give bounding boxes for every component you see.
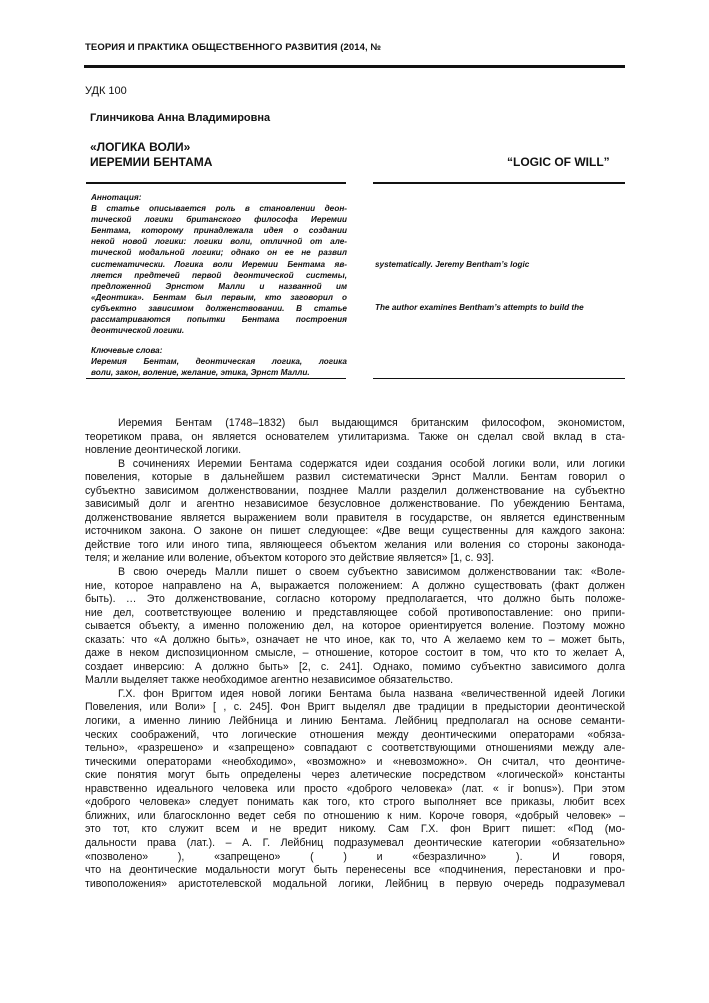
abstract-line: тической модальной логики; однако он ее не развил	[91, 248, 347, 258]
body-line: теля; и желание или воление, объектом которого это действие является» [1, с. 93].	[85, 552, 495, 565]
title-russian-line-2: ИЕРЕМИИ БЕНТАМА	[90, 155, 213, 169]
title-russian-line-1: «ЛОГИКА ВОЛИ»	[90, 140, 191, 154]
body-line: ние дел, соответствующее волению и представляющее собой противопоставление: оно припи-	[85, 606, 625, 619]
header-rule	[84, 65, 625, 68]
abstract-line: Бентама, которому принадлежала идея о создании	[91, 226, 347, 236]
body-line: что на деонтические модальности могут быть перенесены все «подчинения, перестановки и про-	[85, 864, 625, 877]
body-line: В свою очередь Малли пишет о своем субъектно зависимом долженствовании так: «Воле-	[118, 566, 625, 579]
abstract-english-line-2: The author examines Bentham’s attempts to build the	[375, 303, 584, 312]
abstract-rule-top-right	[373, 182, 625, 184]
abstract-line: В статье описывается роль в становлении деон-	[91, 204, 347, 214]
body-line: создает инверсию: А должно быть» [2, с. 241]. Однако, помимо субъектно зависимого долга	[85, 660, 625, 673]
body-line: нравственно идеального человека или просто «доброго человека» (лат. « ir bonus»). При этом	[85, 782, 625, 795]
body-line: долженствование является выражением воли правителя в государстве, он является единственным	[85, 511, 625, 524]
title-russian	[90, 140, 212, 170]
body-line: сывается объекту, а именно положению дел, на которое ориентируется воление. Поэтому можно	[85, 620, 625, 633]
abstract-line: деонтической логики.	[91, 326, 185, 336]
body-line: повеления, которые в дальнейшем развил систематически Эрнст Малли. Бентам говорил о	[85, 471, 625, 484]
body-line: это тот, кто служит всем и не вредит никому. Сам Г.Х. фон Вригт пишет: «Под (мо-	[85, 823, 625, 836]
body-line: Повеления, или Воли» [ , с. 245]. Фон Вригт выделял две традиции в предыстории деонтической	[85, 701, 625, 714]
abstract-line: ляется предтечей первой деонтической системы,	[91, 270, 347, 280]
body-line: даже в неком диспозиционном смысле, – отношение, которое состоит в том, что кто то желает А,	[85, 647, 625, 660]
body-line: ближних, или благосклонно ведет себя по отношению к ним. Короче говоря, «добрый человек» –	[85, 809, 625, 822]
body-line: «позволено» ), «запрещено» ( ) и «безразлично» ). И говоря,	[85, 850, 625, 863]
abstract-rule-top-left	[86, 182, 346, 184]
abstract-line: некой новой логики: логики воли, отличной от але-	[91, 237, 347, 247]
udk-code: УДК 100	[85, 85, 127, 97]
body-line: ские понятия могут быть определены через алетические посредством «логической» константы	[85, 769, 625, 782]
abstract-line: рассматриваются попытки Бентама построения	[91, 315, 347, 325]
body-line: тельно», «разрешено» и «запрещено» совпадают с соответствующими отношениями между але-	[85, 742, 625, 755]
body-line: дальности права (лат.). – А. Г. Лейбниц подразумевал деонтические категории «обязательно»	[85, 836, 625, 849]
body-line: тивоположения» аристотелевской модальной логики, Лейбниц в первую очередь подразумевал	[85, 877, 625, 890]
body-line: источником закона. О законе он пишет следующее: «Две вещи существенны для каждого закона:	[85, 525, 625, 538]
body-line: действие того или иного типа, являющееся объектом желания или воления со стороны законода-	[85, 538, 625, 551]
abstract-line: «Деонтика». Бентам был первым, кто заговорил о	[91, 292, 347, 302]
abstract-line: субъектно зависимом долженствовании. В статье	[91, 303, 347, 313]
abstract-label: Аннотация:	[91, 193, 142, 202]
abstract-rule-bottom-right	[373, 378, 625, 379]
body-line: зависимый долг и агентно независимое безусловное долженствование. По убеждению Бентама,	[85, 498, 625, 511]
body-line: ние, которое направлено на А, выражается положением: А должно существовать (факт должен	[85, 579, 625, 592]
body-line: Малли выделяет также необходимое агентно независимое обязательство.	[85, 674, 454, 687]
abstract-line: предложенной Эрнстом Малли и названной им	[91, 281, 347, 291]
journal-header: ТЕОРИЯ И ПРАКТИКА ОБЩЕСТВЕННОГО РАЗВИТИЯ (2014, №	[85, 42, 382, 53]
abstract-line: систематически. Логика воли Иеремии Бентама яв-	[91, 259, 347, 269]
title-english: “LOGIC OF WILL”	[507, 155, 610, 169]
body-line: тическими операторами «необходимо», «возможно» и «невозможно». Он считал, что деонтиче-	[85, 755, 625, 768]
keywords-line-2: воли, закон, воление, желание, этика, Эрнст Малли.	[91, 368, 310, 378]
body-line: «доброго человека» следует понимать как того, кто строго выполняет все приказы, любит всех	[85, 796, 625, 809]
abstract-english-line-1: systematically. Jeremy Bentham’s logic	[375, 260, 530, 269]
body-line: Иеремия Бентам (1748–1832) был выдающимся британским философом, экономистом,	[118, 417, 625, 429]
body-line: логики, а именно линию Лейбница и линию Бентама. Лейбниц предполагал на основе семанти-	[85, 715, 625, 728]
keywords-label: Ключевые слова:	[91, 346, 163, 355]
keywords-block	[91, 345, 347, 378]
abstract-russian	[91, 192, 347, 336]
body-line: Г.Х. фон Вригтом идея новой логики Бентама была названа «величественной идеей Логики	[118, 687, 625, 700]
abstract-line: тической логики британского философа Иеремии	[91, 215, 347, 225]
body-line: новление деонтической логики.	[85, 444, 242, 457]
body-line: сказать: что «А должно быть», означает не что иное, как то, что А желаемо кем то – может быть,	[85, 633, 625, 646]
body-line: ческих соображений, что логические отношения между деонтическими операторами «обяза-	[85, 728, 625, 741]
body-line: В сочинениях Иеремии Бентама содержатся идеи создания особой логики воли, или логики	[118, 457, 625, 470]
abstract-rule-bottom-left	[86, 378, 346, 379]
keywords-line-1: Иеремия Бентам, деонтическая логика, логика	[91, 357, 347, 367]
body-line: теоретиком права, он является основателем утилитаризма. Также он сделал свой вклад в ста-	[85, 430, 625, 443]
author-name: Глинчикова Анна Владимировна	[90, 112, 271, 124]
body-line: быть). … Это долженствование, согласно которому предполагается, что должно быть положе-	[85, 593, 625, 606]
body-line: субъектно зависимом долженствовании, позднее Малли разделил долженствование на субъектно	[85, 484, 625, 497]
article-body	[85, 417, 625, 891]
